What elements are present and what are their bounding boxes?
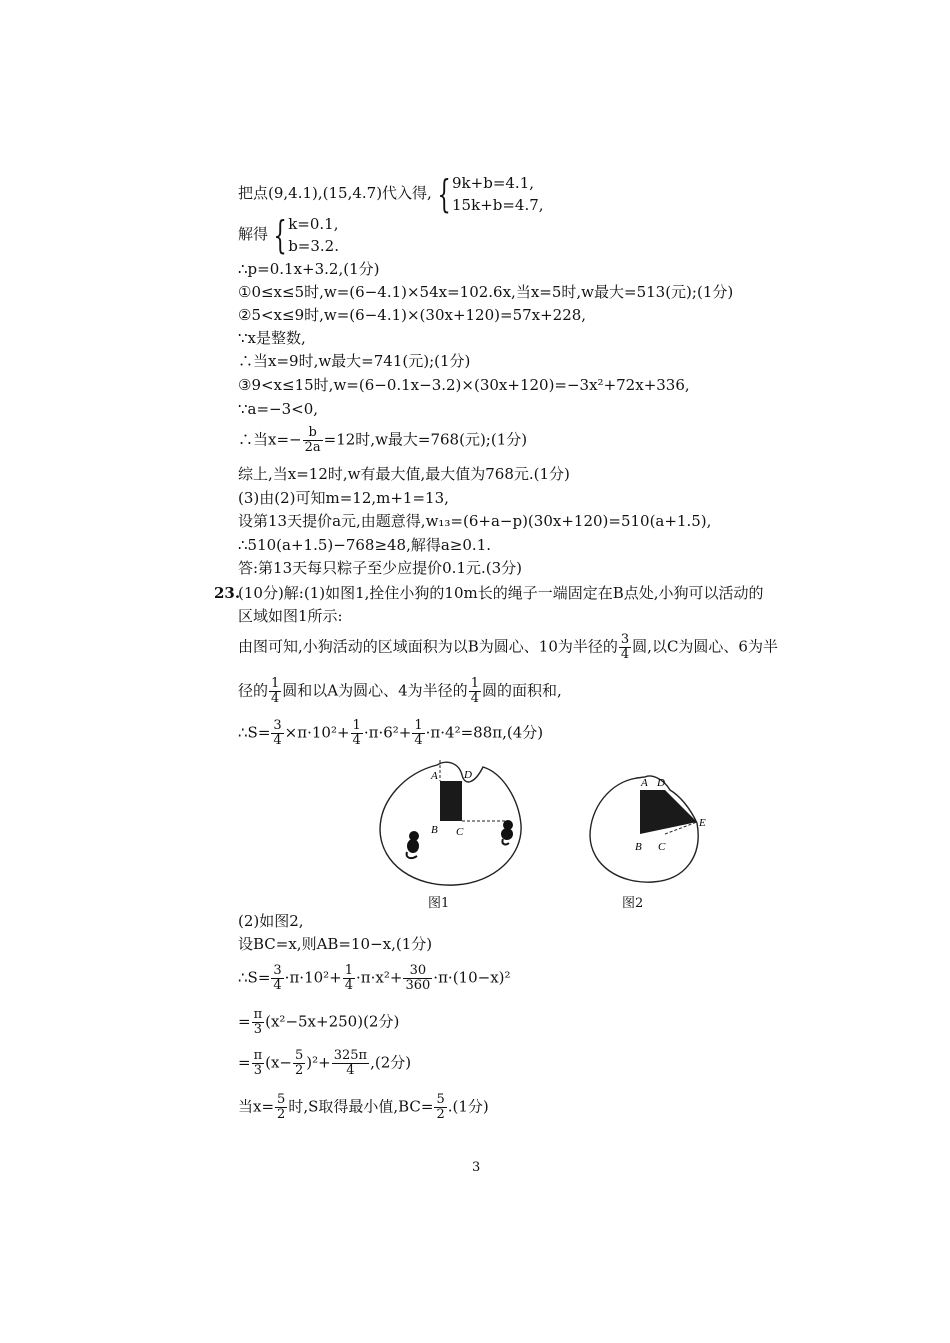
s2-b: ·π·10²+ (284, 968, 342, 987)
line-case2: ②5<x≤9时,w=(6−4.1)×(30x+120)=57x+228, (238, 306, 587, 324)
page-number: 3 (472, 1160, 481, 1175)
fraction-pi-3: $\frac{\pi}{3}$ (253, 1007, 263, 1037)
fraction-1-4: $\frac{1}{4}$ (414, 718, 423, 748)
s3-a: = (238, 1012, 251, 1031)
q23-line3-b: 圆,以C为圆心、6为半 (632, 637, 778, 656)
line-a-negative: ∵a=−3<0, (238, 400, 319, 418)
line-part3: (3)由(2)可知m=12,m+1=13, (238, 489, 449, 507)
q23-line2: 区域如图1所示: (238, 607, 343, 625)
fig2-label-B: B (635, 841, 642, 853)
fig2-caption: 图2 (622, 896, 644, 911)
q23-line3-a: 由图可知,小狗活动的区域面积为以B为圆心、10为半径的 (238, 637, 618, 656)
fraction-1-4: $\frac{1}{4}$ (470, 676, 479, 706)
q23-line1: (10分)解:(1)如图1,拴住小狗的10m长的绳子一端固定在B点处,小狗可以活动的 (238, 584, 764, 602)
dog-icon (501, 820, 513, 844)
q23-line4-b: 圆和以A为圆心、4为半径的 (282, 681, 468, 700)
fig2-label-C: C (658, 841, 666, 853)
s4-d: ,(2分) (370, 1053, 412, 1072)
line-substitute (238, 172, 544, 216)
line-case3: ③9<x≤15时,w=(6−0.1x−3.2)×(30x+120)=−3x²+72x+336, (238, 376, 690, 394)
dog-icon (407, 831, 419, 858)
q23-line3 (238, 633, 778, 662)
question-number: 23. (214, 584, 241, 602)
solution-2: b=3.2. (288, 237, 339, 255)
solution-system (288, 213, 339, 257)
brace-symbol: { (437, 172, 451, 216)
line-case1: ①0≤x≤5时,w=(6−4.1)×54x=102.6x,当x=5时,w最大=513(元);(1分) (238, 283, 734, 301)
fraction-5-2: $\frac{5}{2}$ (436, 1092, 445, 1122)
q23-line4-c: 圆的面积和, (481, 681, 562, 700)
fig1-label-C: C (456, 826, 464, 838)
s4-a: = (238, 1053, 251, 1072)
figure-1 (375, 755, 530, 890)
line-solve (238, 213, 339, 257)
area-formula-1 (238, 719, 543, 748)
case3-prefix: ∴当x=− (238, 430, 302, 449)
s5-a: 当x= (238, 1097, 275, 1116)
line-inequality: ∴510(a+1.5)−768≥48,解得a≥0.1. (238, 536, 492, 554)
fraction-5-2: $\frac{5}{2}$ (277, 1092, 286, 1122)
part2-title: (2)如图2, (238, 912, 304, 930)
fig2-label-A: A (641, 777, 648, 789)
fraction-1-4: $\frac{1}{4}$ (344, 963, 354, 993)
s1-b: ×π·10²+ (284, 723, 350, 742)
fraction-1-4: $\frac{1}{4}$ (352, 718, 361, 748)
solve-text: 解得 (238, 225, 269, 243)
fraction-30-360: $\frac{30}{360}$ (405, 963, 431, 993)
s2-a: ∴S= (238, 968, 271, 987)
s1-a: ∴S= (238, 723, 271, 742)
s5-c: .(1分) (447, 1097, 489, 1116)
q23-line4 (238, 677, 562, 706)
s1-d: ·π·4²=88π,(4分) (425, 723, 544, 742)
line-case3-max (238, 426, 527, 455)
s4-c: )²+ (306, 1053, 331, 1072)
fraction-3-4: $\frac{3}{4}$ (273, 963, 282, 993)
area-formula-3 (238, 1008, 399, 1037)
brace-symbol: { (273, 213, 287, 257)
case3-suffix: =12时,w最大=768(元);(1分) (323, 430, 528, 449)
s5-b: 时,S取得最小值,BC= (288, 1097, 434, 1116)
fraction-1-4: $\frac{1}{4}$ (271, 676, 280, 706)
fraction-325pi-4: $\frac{325\pi}{4}$ (333, 1048, 368, 1078)
fig1-label-D: D (464, 769, 472, 781)
line-integer: ∵x是整数, (238, 329, 306, 347)
solution-1: k=0.1, (288, 215, 339, 233)
s2-c: ·π·x²+ (356, 968, 403, 987)
s1-c: ·π·6²+ (363, 723, 412, 742)
fraction-b-2a: $\frac{b}{2a}$ (304, 425, 321, 455)
fig1-label-B: B (431, 824, 438, 836)
fraction-5-2: $\frac{5}{2}$ (295, 1048, 304, 1078)
q23-line4-a: 径的 (238, 681, 269, 700)
fraction-3-4: $\frac{3}{4}$ (273, 718, 282, 748)
fig1-kennel (440, 781, 462, 821)
figure-2 (585, 768, 710, 888)
substitute-text: 把点(9,4.1),(15,4.7)代入得, (238, 184, 432, 202)
fraction-3-4: $\frac{3}{4}$ (620, 632, 630, 662)
s3-b: (x²−5x+250)(2分) (265, 1012, 400, 1031)
line-setup: 设第13天提价a元,由题意得,w₁₃=(6+a−p)(30x+120)=510(a+1.5), (238, 512, 712, 530)
fig1-label-A: A (431, 770, 438, 782)
fraction-pi-3: $\frac{\pi}{3}$ (253, 1048, 263, 1078)
fig1-region-outline (380, 762, 521, 885)
fig1-caption: 图1 (428, 896, 450, 911)
equation-1: 9k+b=4.1, (452, 174, 535, 192)
area-formula-4 (238, 1049, 411, 1078)
line-conclusion: 综上,当x=12时,w有最大值,最大值为768元.(1分) (238, 465, 570, 483)
fig2-label-E: E (699, 817, 706, 829)
equation-2: 15k+b=4.7, (452, 196, 544, 214)
equation-system (452, 172, 544, 216)
part2-setup: 设BC=x,则AB=10−x,(1分) (238, 935, 433, 953)
area-formula-2 (238, 964, 511, 993)
minimum-conclusion (238, 1093, 489, 1122)
line-answer: 答:第13天每只粽子至少应提价0.1元.(3分) (238, 559, 523, 577)
line-case2-max: ∴当x=9时,w最大=741(元);(1分) (238, 352, 471, 370)
fig2-kennel (640, 790, 697, 834)
line-p: ∴p=0.1x+3.2,(1分) (238, 260, 380, 278)
s2-d: ·π·(10−x)² (433, 968, 511, 987)
fig2-label-D: D (657, 777, 665, 789)
s4-b: (x− (265, 1053, 293, 1072)
